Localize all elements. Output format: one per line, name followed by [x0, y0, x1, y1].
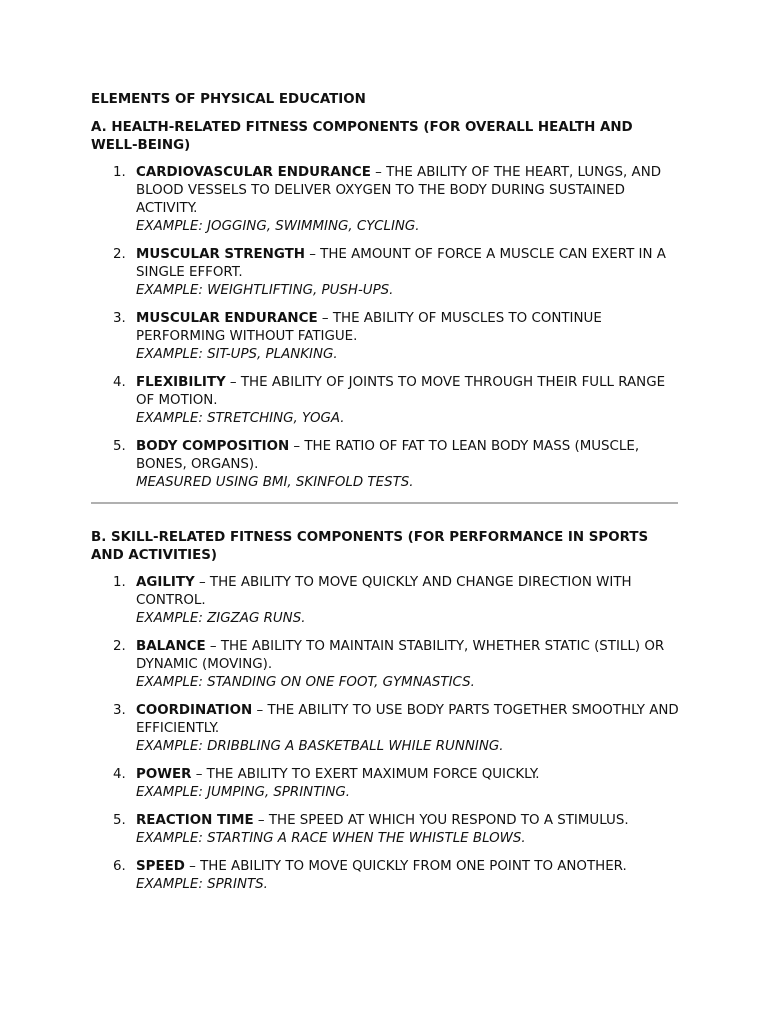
document-title: ELEMENTS OF PHYSICAL EDUCATION	[91, 92, 366, 107]
item-example: EXAMPLE: STARTING A RACE WHEN THE WHISTLE BLOWS.	[136, 831, 526, 846]
item-number: 1.	[113, 165, 126, 180]
item-description: – THE ABILITY TO MOVE QUICKLY AND CHANGE DIRECTION WITH CONTROL.	[136, 575, 632, 608]
list-item	[113, 164, 681, 236]
item-description: – THE ABILITY OF MUSCLES TO CONTINUE PERFORMING WITHOUT FATIGUE.	[136, 311, 602, 344]
item-number: 2.	[113, 247, 126, 262]
item-example: EXAMPLE: STRETCHING, YOGA.	[136, 411, 345, 426]
item-term: FLEXIBILITY	[136, 375, 226, 390]
item-number: 3.	[113, 703, 126, 718]
item-number: 4.	[113, 767, 126, 782]
item-description: – THE SPEED AT WHICH YOU RESPOND TO A STIMULUS.	[253, 813, 629, 828]
item-example: EXAMPLE: JUMPING, SPRINTING.	[136, 785, 350, 800]
section-heading: B. SKILL-RELATED FITNESS COMPONENTS (FOR PERFORMANCE IN SPORTS AND ACTIVITIES)	[91, 530, 649, 563]
item-term: MUSCULAR STRENGTH	[136, 247, 305, 262]
item-description: – THE ABILITY TO MOVE QUICKLY FROM ONE POINT TO ANOTHER.	[184, 859, 627, 874]
list-item	[113, 574, 681, 628]
item-term: SPEED	[136, 859, 185, 874]
component-list	[91, 164, 681, 492]
item-example: EXAMPLE: WEIGHTLIFTING, PUSH-UPS.	[136, 283, 394, 298]
item-term: MUSCULAR ENDURANCE	[136, 311, 318, 326]
item-term: REACTION TIME	[136, 813, 254, 828]
item-term: COORDINATION	[136, 703, 253, 718]
list-item	[113, 310, 681, 364]
list-item	[113, 858, 681, 894]
item-description: – THE ABILITY TO EXERT MAXIMUM FORCE QUICKLY.	[191, 767, 540, 782]
list-item	[113, 638, 681, 692]
section-heading: A. HEALTH-RELATED FITNESS COMPONENTS (FOR OVERALL HEALTH AND WELL-BEING)	[91, 120, 633, 153]
item-number: 5.	[113, 813, 126, 828]
list-item	[113, 812, 681, 848]
section-divider	[91, 502, 678, 504]
item-term: BODY COMPOSITION	[136, 439, 290, 454]
item-number: 4.	[113, 375, 126, 390]
list-item	[113, 246, 681, 300]
item-number: 3.	[113, 311, 126, 326]
item-example: EXAMPLE: ZIGZAG RUNS.	[136, 611, 306, 626]
item-term: CARDIOVASCULAR ENDURANCE	[136, 165, 371, 180]
item-number: 6.	[113, 859, 126, 874]
item-description: – THE AMOUNT OF FORCE A MUSCLE CAN EXERT IN A SINGLE EFFORT.	[136, 247, 666, 280]
item-example: EXAMPLE: SIT-UPS, PLANKING.	[136, 347, 338, 362]
list-item	[113, 702, 681, 756]
item-description: – THE RATIO OF FAT TO LEAN BODY MASS (MUSCLE, BONES, ORGANS).	[136, 439, 640, 472]
item-number: 5.	[113, 439, 126, 454]
item-description: – THE ABILITY OF THE HEART, LUNGS, AND BLOOD VESSELS TO DELIVER OXYGEN TO THE BODY DURING SUSTAINED ACTIVITY.	[136, 165, 662, 216]
section-skill-related	[91, 529, 681, 894]
section-health-related	[91, 119, 681, 492]
item-description: – THE ABILITY TO USE BODY PARTS TOGETHER SMOOTHLY AND EFFICIENTLY.	[136, 703, 679, 736]
item-term: BALANCE	[136, 639, 206, 654]
list-item	[113, 766, 681, 802]
item-number: 2.	[113, 639, 126, 654]
item-description: – THE ABILITY OF JOINTS TO MOVE THROUGH THEIR FULL RANGE OF MOTION.	[136, 375, 666, 408]
document-page	[91, 91, 681, 904]
item-example: MEASURED USING BMI, SKINFOLD TESTS.	[136, 475, 414, 490]
item-number: 1.	[113, 575, 126, 590]
item-example: EXAMPLE: SPRINTS.	[136, 877, 268, 892]
item-example: EXAMPLE: DRIBBLING A BASKETBALL WHILE RUNNING.	[136, 739, 504, 754]
item-example: EXAMPLE: STANDING ON ONE FOOT, GYMNASTICS.	[136, 675, 475, 690]
list-item	[113, 374, 681, 428]
component-list	[91, 574, 681, 894]
item-example: EXAMPLE: JOGGING, SWIMMING, CYCLING.	[136, 219, 420, 234]
item-term: AGILITY	[136, 575, 195, 590]
item-description: – THE ABILITY TO MAINTAIN STABILITY, WHETHER STATIC (STILL) OR DYNAMIC (MOVING).	[136, 639, 665, 672]
item-term: POWER	[136, 767, 192, 782]
list-item	[113, 438, 681, 492]
